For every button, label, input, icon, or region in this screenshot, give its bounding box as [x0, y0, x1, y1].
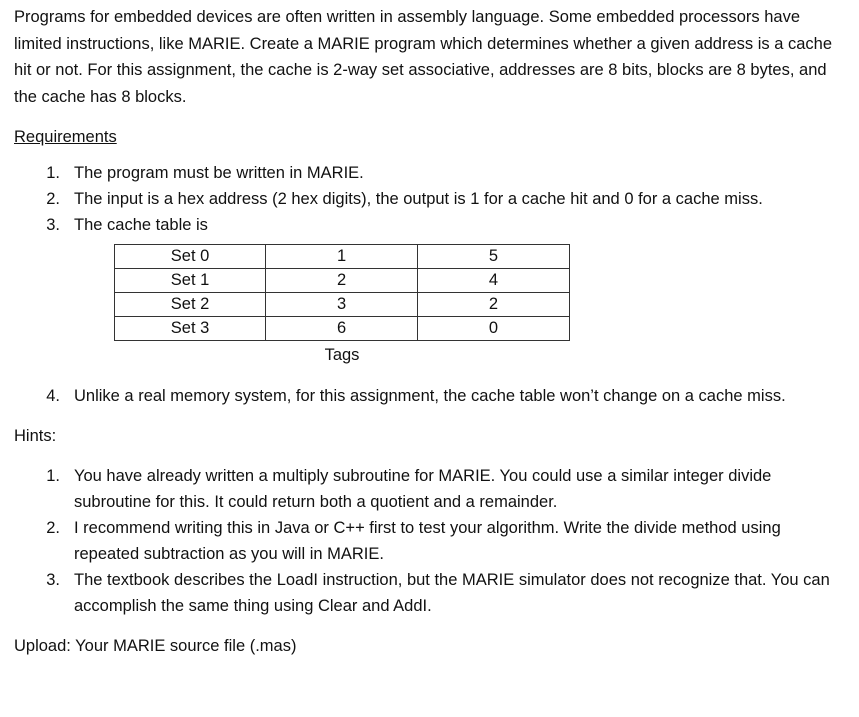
upload-instruction: Upload: Your MARIE source file (.mas): [14, 637, 297, 655]
tag-cell: 2: [418, 293, 570, 317]
list-number: 3.: [46, 571, 60, 589]
cache-table-block: [114, 244, 570, 367]
list-number: 2.: [46, 190, 60, 208]
requirement-text: Unlike a real memory system, for this assignment, the cache table won’t change on a cache miss.: [74, 387, 786, 405]
hint-item: [14, 515, 849, 567]
set-label-cell: Set 0: [115, 245, 266, 269]
requirements-list-continued: [14, 383, 849, 409]
intro-paragraph: Programs for embedded devices are often written in assembly language. Some embedded processors have limited instructions, like MARIE. Create a MARIE program which determines whether a given address is a cache hit or not. For this assignment, the cache is 2-way set associative, addresses are 8 bits, blocks are 8 bytes, and the cache has 8 blocks.: [14, 8, 833, 106]
requirements-list: [14, 160, 849, 238]
cache-table: [114, 244, 570, 341]
requirement-item: [14, 160, 849, 186]
hints-heading: Hints:: [14, 427, 57, 445]
hint-text: You have already written a multiply subroutine for MARIE. You could use a similar integer divide subroutine for this. It could return both a quotient and a remainder.: [74, 467, 772, 511]
hint-item: [14, 567, 849, 619]
list-number: 1.: [46, 467, 60, 485]
requirement-text: The input is a hex address (2 hex digits), the output is 1 for a cache hit and 0 for a cache miss.: [74, 190, 763, 208]
requirement-text: The program must be written in MARIE.: [74, 164, 364, 182]
tag-cell: 1: [266, 245, 418, 269]
requirement-text: The cache table is: [74, 216, 208, 234]
hints-list: [14, 463, 849, 619]
tag-cell: 5: [418, 245, 570, 269]
tag-cell: 2: [266, 269, 418, 293]
set-label-cell: Set 1: [115, 269, 266, 293]
hint-text: I recommend writing this in Java or C++ first to test your algorithm. Write the divide method using repeated subtraction as you will in MARIE.: [74, 519, 781, 563]
hint-item: [14, 463, 849, 515]
set-label-cell: Set 3: [115, 317, 266, 341]
requirement-item: [14, 186, 849, 212]
list-number: 3.: [46, 216, 60, 234]
tag-cell: 4: [418, 269, 570, 293]
set-label-cell: Set 2: [115, 293, 266, 317]
table-row: [115, 269, 570, 293]
requirement-item: [14, 212, 849, 238]
requirement-item: [14, 383, 849, 409]
list-number: 1.: [46, 164, 60, 182]
tag-cell: 6: [266, 317, 418, 341]
table-row: [115, 293, 570, 317]
tags-caption: Tags: [324, 346, 360, 364]
assignment-document: [14, 4, 849, 659]
tag-cell: 0: [418, 317, 570, 341]
tag-cell: 3: [266, 293, 418, 317]
table-row: [115, 245, 570, 269]
list-number: 2.: [46, 519, 60, 537]
table-row: [115, 317, 570, 341]
list-number: 4.: [46, 387, 60, 405]
hint-text: The textbook describes the LoadI instruction, but the MARIE simulator does not recognize that. You can accomplish the same thing using Clear and AddI.: [74, 571, 830, 615]
requirements-heading: Requirements: [14, 128, 117, 146]
